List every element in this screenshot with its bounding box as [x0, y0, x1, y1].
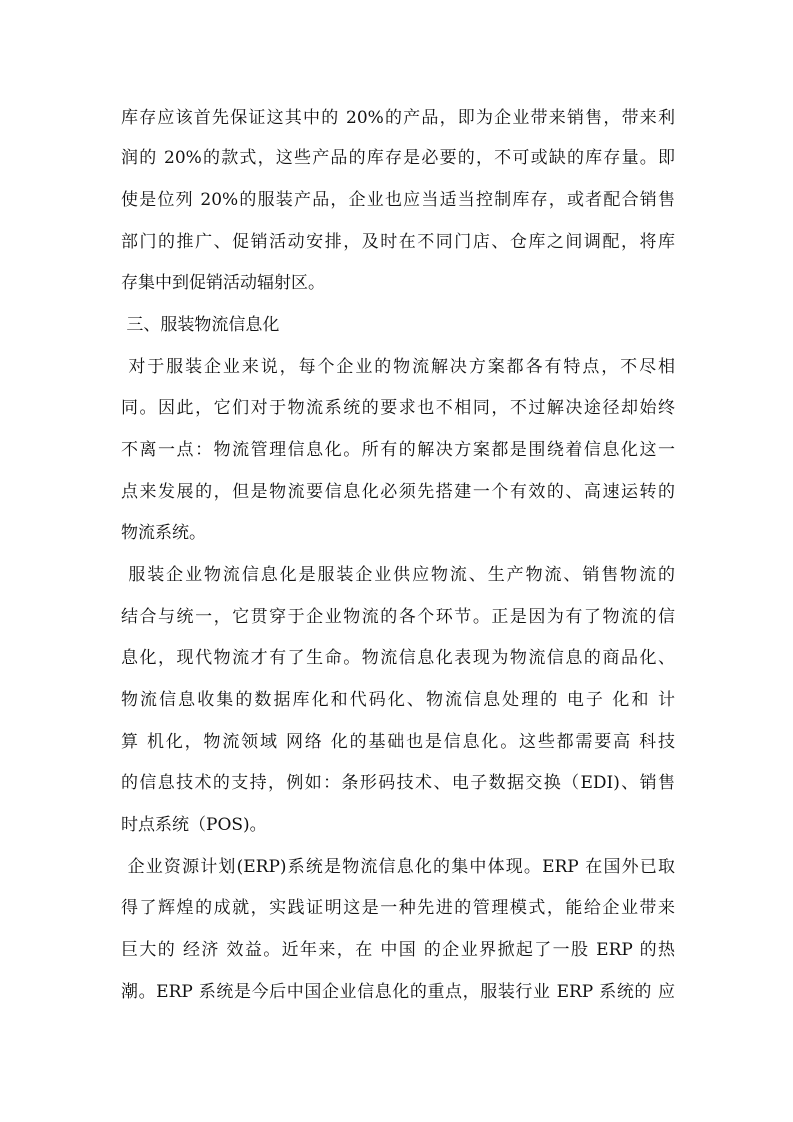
text-line: 同。因此，它们对于物流系统的要求也不相同，不过解决途径却始终: [121, 398, 675, 418]
text-line: 不离一点：物流管理信息化。所有的解决方案都是围绕着信息化这一: [121, 440, 675, 460]
text-line: 润的 20%的款式，这些产品的库存是必要的，不可或缺的库存量。即: [121, 148, 675, 168]
text-line: 巨大的 经济 效益。近年来，在 中国 的企业界掀起了一股 ERP 的热: [121, 940, 675, 960]
text-line: 得了辉煌的成就，实践证明这是一种先进的管理模式，能给企业带来: [121, 898, 675, 918]
section-heading: 三、服装物流信息化: [121, 315, 280, 335]
text-line: 点来发展的，但是物流要信息化必须先搭建一个有效的、高速运转的: [121, 482, 675, 502]
text-line: 潮。ERP 系统是今后中国企业信息化的重点，服装行业 ERP 系统的 应: [121, 982, 675, 1002]
text-line: 物流系统。: [121, 523, 206, 543]
text-line: 物流信息收集的数据库化和代码化、物流信息处理的 电子 化和 计: [121, 690, 675, 710]
text-line: 息化，现代物流才有了生命。物流信息化表现为物流信息的商品化、: [121, 648, 675, 668]
text-line: 使是位列 20%的服装产品，企业也应当适当控制库存，或者配合销售: [121, 190, 675, 210]
text-line: 结合与统一，它贯穿于企业物流的各个环节。正是因为有了物流的信: [121, 607, 675, 627]
text-line: 时点系统（POS)。: [121, 815, 267, 835]
text-line: 存集中到促销活动辐射区。: [121, 273, 325, 293]
text-line: 算 机化，物流领域 网络 化的基础也是信息化。这些都需要高 科技: [121, 732, 675, 752]
text-line: 对于服装企业来说，每个企业的物流解决方案都各有特点，不尽相: [121, 357, 675, 377]
text-line: 企业资源计划(ERP)系统是物流信息化的集中体现。ERP 在国外已取: [121, 857, 675, 877]
text-line: 部门的推广、促销活动安排，及时在不同门店、仓库之间调配，将库: [121, 232, 675, 252]
text-line: 库存应该首先保证这其中的 20%的产品，即为企业带来销售，带来利: [121, 108, 675, 128]
text-line: 服装企业物流信息化是服装企业供应物流、生产物流、销售物流的: [121, 565, 675, 585]
text-line: 的信息技术的支持，例如：条形码技术、电子数据交换（EDI)、销售: [121, 773, 675, 793]
